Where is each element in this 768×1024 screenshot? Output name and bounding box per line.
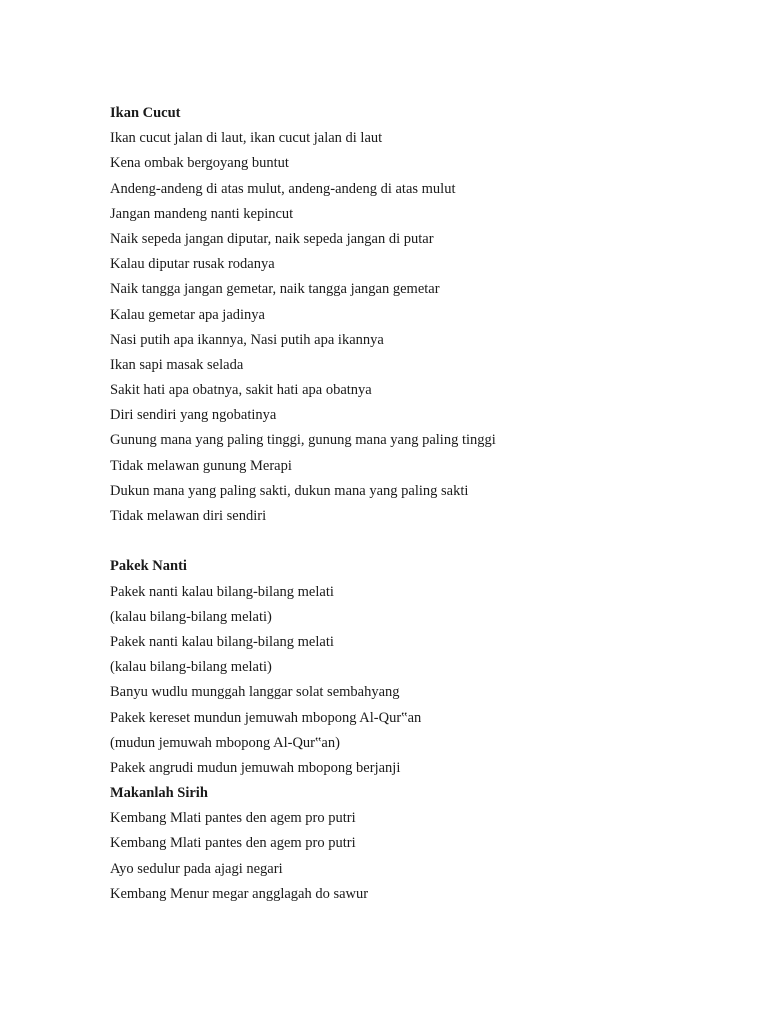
verse-line: Pakek nanti kalau bilang-bilang melati (110, 633, 334, 650)
verse-line: Nasi putih apa ikannya, Nasi putih apa ikannya (110, 331, 384, 348)
verse-line: Kembang Mlati pantes den agem pro putri (110, 835, 356, 852)
verse-line: Naik sepeda jangan diputar, naik sepeda jangan di putar (110, 230, 434, 247)
verse-line: Pakek kereset mundun jemuwah mbopong Al-Qur‟an (110, 709, 422, 726)
verse-line: Banyu wudlu munggah langgar solat sembahyang (110, 684, 400, 701)
verse-line: Tidak melawan gunung Merapi (110, 457, 292, 474)
verse-line: Kalau diputar rusak rodanya (110, 256, 275, 273)
verse-line: Diri sendiri yang ngobatinya (110, 407, 277, 424)
verse-line: Andeng-andeng di atas mulut, andeng-andeng di atas mulut (110, 180, 456, 197)
verse-line: Dukun mana yang paling sakti, dukun mana yang paling sakti (110, 482, 469, 499)
verse-line: Ayo sedulur pada ajagi negari (110, 860, 283, 877)
verse-line: Naik tangga jangan gemetar, naik tangga jangan gemetar (110, 281, 440, 298)
verse-line: Pakek angrudi mudun jemuwah mbopong berjanji (110, 759, 401, 776)
verse-line: (kalau bilang-bilang melati) (110, 659, 272, 676)
verse-line: Kalau gemetar apa jadinya (110, 306, 265, 323)
verse-line: Pakek nanti kalau bilang-bilang melati (110, 583, 334, 600)
verse-line: Gunung mana yang paling tinggi, gunung mana yang paling tinggi (110, 432, 496, 449)
section-spacer (110, 529, 730, 554)
verse-line: (mudun jemuwah mbopong Al-Qur‟an) (110, 734, 340, 751)
verse-line: Ikan sapi masak selada (110, 356, 244, 373)
verse-line: Jangan mandeng nanti kepincut (110, 205, 294, 222)
section-title: Makanlah Sirih (110, 785, 208, 802)
verse-line: Kena ombak bergoyang buntut (110, 155, 289, 172)
section-title: Ikan Cucut (110, 105, 181, 121)
verse-line: Kembang Menur megar angglagah do sawur (110, 885, 369, 902)
verse-line: Ikan cucut jalan di laut, ikan cucut jalan di laut (110, 130, 383, 147)
verse-line: Sakit hati apa obatnya, sakit hati apa obatnya (110, 382, 372, 399)
verse-line: (kalau bilang-bilang melati) (110, 608, 272, 625)
document-body (110, 101, 730, 907)
section-title: Pakek Nanti (110, 558, 187, 575)
verse-line: Tidak melawan diri sendiri (110, 508, 267, 524)
verse-line: Kembang Mlati pantes den agem pro putri (110, 810, 356, 827)
